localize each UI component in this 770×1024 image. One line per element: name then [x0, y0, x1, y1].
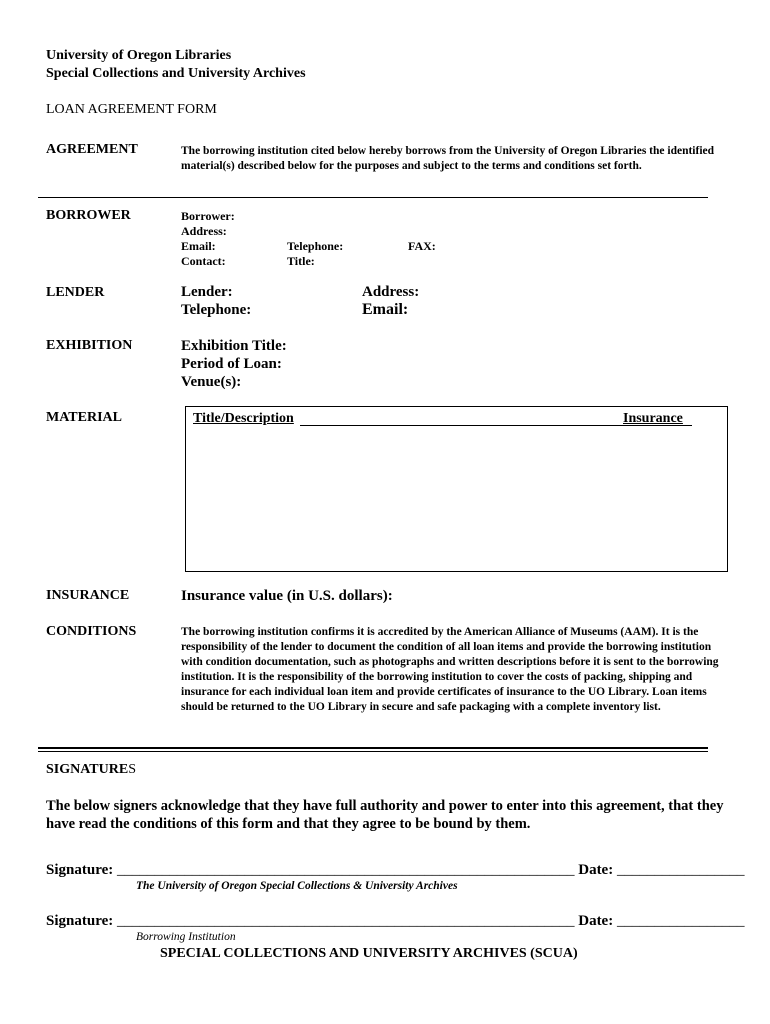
material-table-box: [185, 406, 728, 572]
title-description-header: Title/Description: [193, 411, 294, 426]
date-label: Date:: [578, 862, 614, 878]
footer-department: SPECIAL COLLECTIONS AND UNIVERSITY ARCHIVES (SCUA): [160, 946, 578, 961]
insurance-column-header: Insurance: [623, 411, 683, 426]
exhibition-title-field: Exhibition Title:: [181, 338, 287, 354]
double-rule-top: [38, 747, 708, 749]
signature-row-1: [46, 862, 744, 879]
insurance-label: INSURANCE: [46, 588, 130, 603]
date-line[interactable]: _________________: [616, 913, 745, 929]
lender-field: Lender:: [181, 284, 233, 300]
signature-caption-borrower: Borrowing Institution: [136, 931, 236, 943]
double-rule-bottom: [38, 751, 708, 752]
material-label: MATERIAL: [46, 410, 122, 425]
date-line[interactable]: _________________: [616, 862, 745, 878]
conditions-label: CONDITIONS: [46, 624, 137, 639]
signature-label: Signature:: [46, 913, 114, 929]
lender-telephone-field: Telephone:: [181, 302, 252, 318]
signature-row-2: [46, 913, 744, 930]
conditions-text: The borrowing institution confirms it is accredited by the American Alliance of Museums (AAM). It is the responsibility of the lender to document the condition of all loan items and provide the borrowing institution with condition documentation, such as photographs and written descriptions before it is sent to the borrowing institution. It is the responsibility of the borrowing institution to cover the costs of packing, shipping and insurance for each individual loan item and provide certificates of insurance to the UO Library. Loan items should be returned to the UO Library in secure and safe packaging with a complete inventory list.: [181, 626, 719, 713]
form-title: LOAN AGREEMENT FORM: [46, 102, 217, 117]
borrower-email-field: Email:: [181, 239, 216, 253]
borrower-fax-field: FAX:: [408, 239, 436, 253]
header-line-2: Special Collections and University Archives: [46, 66, 306, 81]
borrower-contact-field: Contact:: [181, 254, 226, 268]
signatures-heading-tail: S: [128, 762, 136, 777]
signature-line[interactable]: _____________________________________________________________: [116, 913, 575, 929]
lender-label: LENDER: [46, 285, 105, 300]
borrower-telephone-field: Telephone:: [287, 239, 344, 253]
header-line-1: University of Oregon Libraries: [46, 48, 232, 63]
insurance-value-field: Insurance value (in U.S. dollars):: [181, 588, 393, 604]
signature-label: Signature:: [46, 862, 114, 878]
date-label: Date:: [578, 913, 614, 929]
borrower-label: BORROWER: [46, 208, 131, 223]
agreement-label: AGREEMENT: [46, 142, 138, 157]
loan-period-field: Period of Loan:: [181, 356, 282, 372]
signatures-heading: [46, 762, 136, 778]
signature-caption-uo: The University of Oregon Special Collections & University Archives: [136, 880, 458, 892]
divider: [38, 197, 708, 198]
signature-line[interactable]: _____________________________________________________________: [116, 862, 575, 878]
borrower-title-field: Title:: [287, 254, 315, 268]
venues-field: Venue(s):: [181, 374, 242, 390]
agreement-text: The borrowing institution cited below hereby borrows from the University of Oregon Libraries the identified material(s) described below for the purposes and subject to the terms and conditions set forth.: [181, 145, 715, 172]
acknowledgement-statement: The below signers acknowledge that they have full authority and power to enter into this agreement, that they have read the conditions of this form and that they agree to be bound by them.: [46, 798, 724, 832]
signatures-heading-main: SIGNATURE: [46, 762, 129, 777]
lender-address-field: Address:: [362, 284, 420, 300]
borrower-address-field: Address:: [181, 224, 227, 238]
borrower-field: Borrower:: [181, 209, 235, 223]
exhibition-label: EXHIBITION: [46, 338, 133, 353]
lender-email-field: Email:: [362, 301, 409, 318]
